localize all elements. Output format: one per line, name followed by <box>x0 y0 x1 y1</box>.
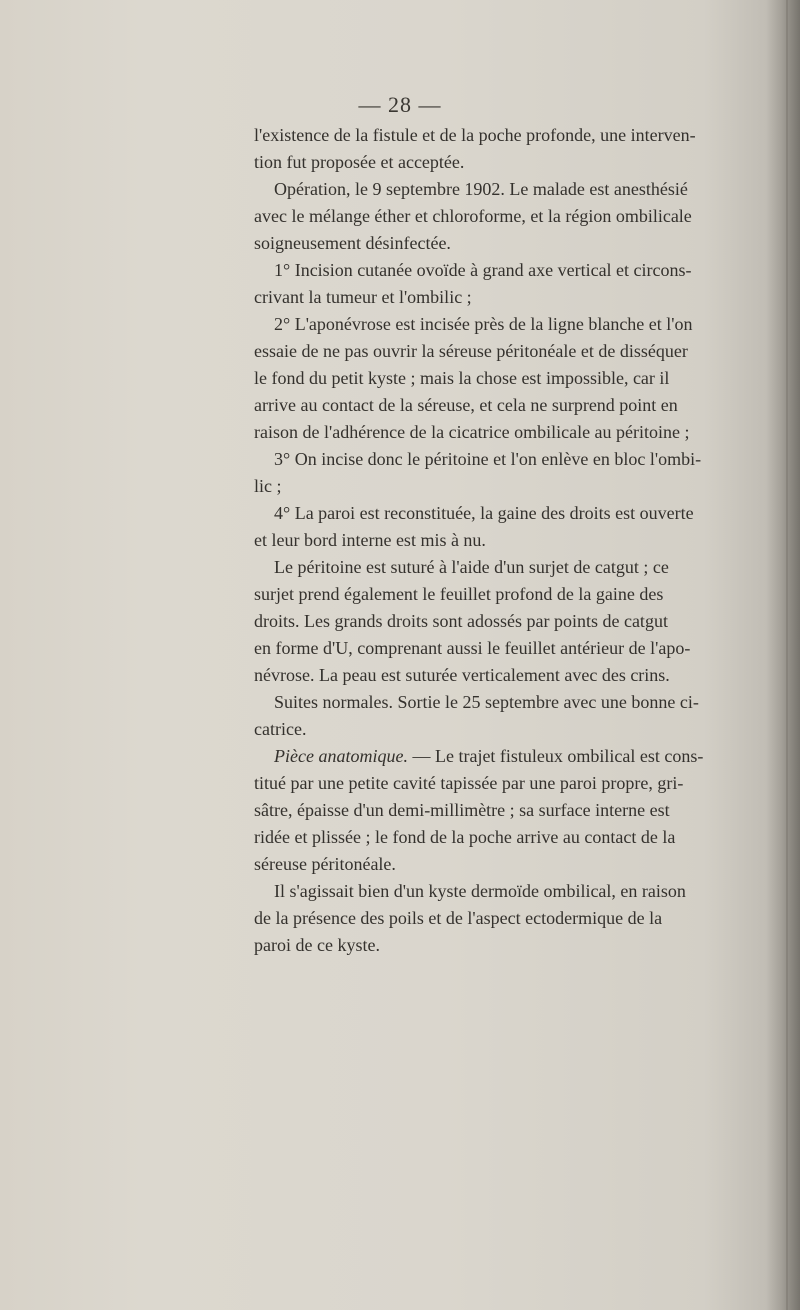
body-text <box>254 122 766 959</box>
text-line: 3° On incise donc le péritoine et l'on enlève en bloc l'ombi- <box>274 449 702 469</box>
text-line: Opération, le 9 septembre 1902. Le malade est anesthésié <box>274 179 688 199</box>
text-line: tion fut proposée et acceptée. <box>254 152 465 172</box>
text-line: séreuse péritonéale. <box>254 854 396 874</box>
text-fragment: — Le trajet fistuleux ombilical est cons- <box>407 746 704 766</box>
text-line: essaie de ne pas ouvrir la séreuse péritonéale et de disséquer <box>254 341 688 361</box>
text-line <box>254 743 766 770</box>
text-line: en forme d'U, comprenant aussi le feuillet antérieur de l'apo- <box>254 638 691 658</box>
text-line: soigneusement désinfectée. <box>254 233 451 253</box>
text-line: l'existence de la fistule et de la poche profonde, une interven- <box>254 125 696 145</box>
text-line: catrice. <box>254 719 307 739</box>
text-line: arrive au contact de la séreuse, et cela ne surprend point en <box>254 395 678 415</box>
text-line: titué par une petite cavité tapissée par une paroi propre, gri- <box>254 773 684 793</box>
text-line: avec le mélange éther et chloroforme, et la région ombilicale <box>254 206 692 226</box>
text-line: paroi de ce kyste. <box>254 935 380 955</box>
text-line: crivant la tumeur et l'ombilic ; <box>254 287 472 307</box>
text-line: raison de l'adhérence de la cicatrice ombilicale au péritoine ; <box>254 422 690 442</box>
text-line: surjet prend également le feuillet profond de la gaine des <box>254 584 664 604</box>
text-line: ridée et plissée ; le fond de la poche arrive au contact de la <box>254 827 676 847</box>
page-edge-line <box>786 0 788 1310</box>
text-line: le fond du petit kyste ; mais la chose est impossible, car il <box>254 368 670 388</box>
text-line: 2° L'aponévrose est incisée près de la ligne blanche et l'on <box>274 314 693 334</box>
section-lead-italic: Pièce anatomique. <box>274 746 408 766</box>
text-line: de la présence des poils et de l'aspect ectodermique de la <box>254 908 663 928</box>
text-line: névrose. La peau est suturée verticalement avec des crins. <box>254 665 670 685</box>
text-line: Suites normales. Sortie le 25 septembre avec une bonne ci- <box>274 692 699 712</box>
text-line: et leur bord interne est mis à nu. <box>254 530 486 550</box>
text-line: sâtre, épaisse d'un demi-millimètre ; sa surface interne est <box>254 800 670 820</box>
text-line: droits. Les grands droits sont adossés par points de catgut <box>254 611 668 631</box>
text-line: Le péritoine est suturé à l'aide d'un surjet de catgut ; ce <box>274 557 669 577</box>
page-edge-shadow <box>766 0 800 1310</box>
text-line: 1° Incision cutanée ovoïde à grand axe vertical et circons- <box>274 260 692 280</box>
text-line: Il s'agissait bien d'un kyste dermoïde ombilical, en raison <box>274 881 686 901</box>
text-line: lic ; <box>254 476 282 496</box>
page-number-header: — 28 — <box>358 92 442 117</box>
text-line: 4° La paroi est reconstituée, la gaine des droits est ouverte <box>274 503 694 523</box>
